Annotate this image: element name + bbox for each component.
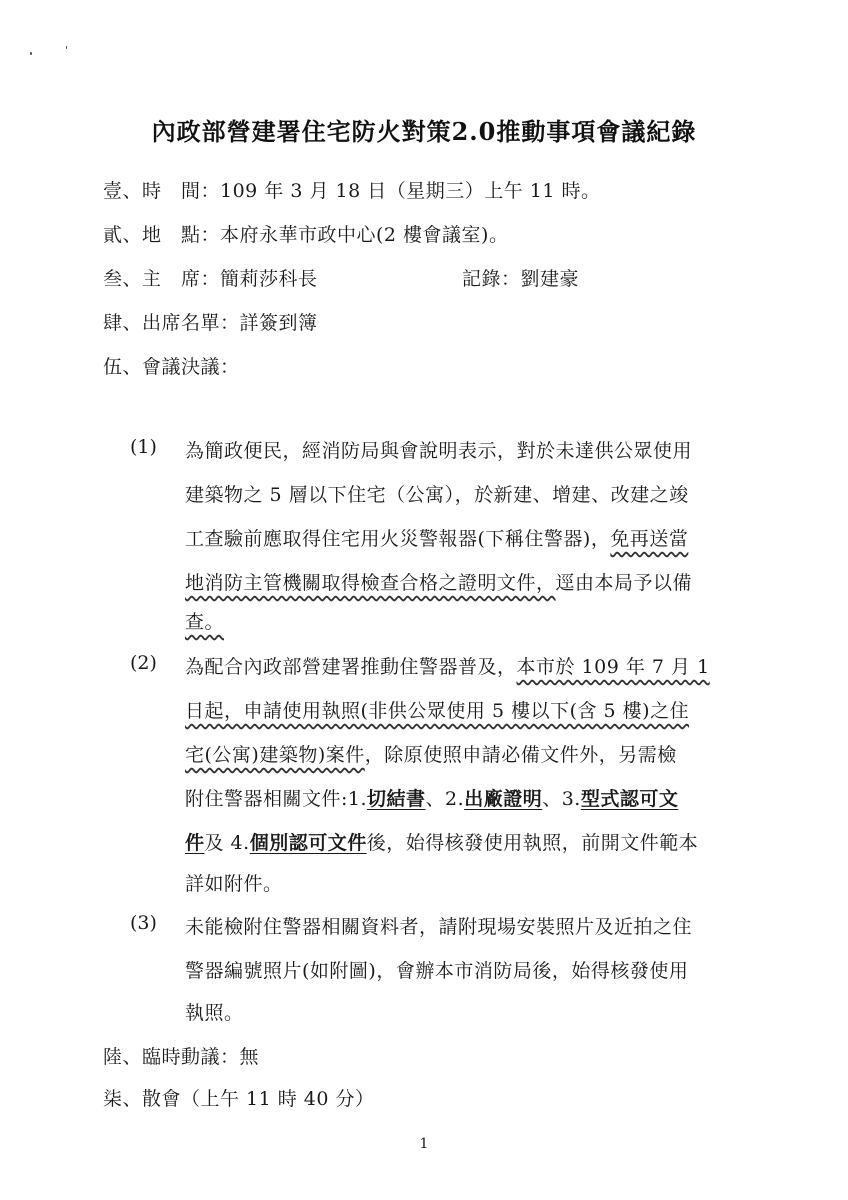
item3-line1: 未能檢附住警器相關資料者，請附現場安裝照片及近拍之住 — [185, 916, 693, 938]
item2-line5-text: 後，始得核發使用執照，前開文件範本 — [366, 832, 699, 854]
item2-line1-text: 為配合內政部營建署推動住警器普及， — [185, 656, 517, 678]
section-chair: 叁、主 席：簡莉莎科長 — [103, 268, 318, 290]
item3-line3: 執照。 — [185, 1002, 244, 1024]
section-extempore-motion: 陸、臨時動議：無 — [103, 1046, 260, 1068]
doc-type-approval-cont: 件 — [185, 832, 205, 854]
item2-line2 — [185, 696, 689, 723]
item1-line5 — [185, 607, 224, 634]
item2-line1-underlined: 本市於 109 年 7 月 1 — [516, 656, 710, 678]
item2-line6: 詳如附件。 — [185, 873, 283, 895]
section-time: 壹、時 間：109 年 3 月 18 日（星期三）上午 11 時。 — [103, 180, 601, 202]
item1-line4-underlined: 地消防主管機關取得檢查合格之證明文件， — [185, 572, 556, 594]
doc-type-approval: 型式認可文 — [580, 788, 679, 810]
item2-line4-text: 附住警器相關文件:1. — [185, 788, 368, 810]
doc-affidavit: 切結書 — [367, 788, 426, 810]
document-title: 內政部營建署住宅防火對策2.0推動事項會議紀錄 — [151, 117, 697, 146]
item2-line4-sep: 、2. — [425, 788, 465, 810]
section-resolutions: 伍、會議決議： — [103, 356, 240, 378]
section-adjournment: 柒、散會（上午 11 時 40 分） — [103, 1088, 375, 1110]
doc-factory-cert: 出廠證明 — [464, 788, 543, 810]
item1-line4-tail: 逕由本局予以備 — [555, 572, 693, 594]
item-number: (1) — [130, 436, 157, 458]
item2-line5 — [185, 828, 698, 855]
item1-line2: 建築物之 5 層以下住宅（公寓），於新建、增建、改建之竣 — [185, 484, 689, 506]
scan-speck — [66, 46, 67, 49]
section-location: 貳、地 點：本府永華市政中心(2 樓會議室)。 — [103, 224, 509, 246]
section-attendance: 肆、出席名單：詳簽到簿 — [103, 312, 318, 334]
item1-line3-underlined: 免再送當 — [610, 528, 689, 550]
section-recorder: 記錄：劉建豪 — [462, 268, 580, 290]
item1-line1: 為簡政便民，經消防局與會說明表示，對於未達供公眾使用 — [185, 440, 693, 462]
item1-line3 — [185, 524, 688, 551]
item1-line3-text: 工查驗前應取得住宅用火災警報器(下稱住警器)， — [185, 528, 611, 550]
item2-line5-sep: 及 4. — [204, 832, 250, 854]
scan-speck — [30, 52, 32, 55]
item2-line3-underlined: 宅(公寓)建築物)案件 — [185, 744, 365, 766]
item2-line4-sep: 、3. — [542, 788, 581, 810]
item1-line5-underlined: 查。 — [185, 611, 225, 633]
item3-line2: 警器編號照片(如附圖)，會辦本市消防局後，始得核發使用 — [185, 960, 689, 982]
item-number: (2) — [130, 652, 157, 674]
item-number: (3) — [130, 912, 157, 934]
page-number: 1 — [419, 1136, 429, 1152]
item1-line4 — [185, 568, 692, 595]
item2-line1 — [185, 652, 710, 679]
doc-individual-approval: 個別認可文件 — [249, 832, 367, 854]
item2-line4 — [185, 784, 678, 811]
item2-line3-text: ，除原使照申請必備文件外，另需檢 — [364, 744, 677, 766]
item2-line2-underlined: 日起，申請使用執照(非供公眾使用 5 樓以下(含 5 樓)之住 — [185, 700, 690, 722]
item2-line3 — [185, 740, 677, 767]
